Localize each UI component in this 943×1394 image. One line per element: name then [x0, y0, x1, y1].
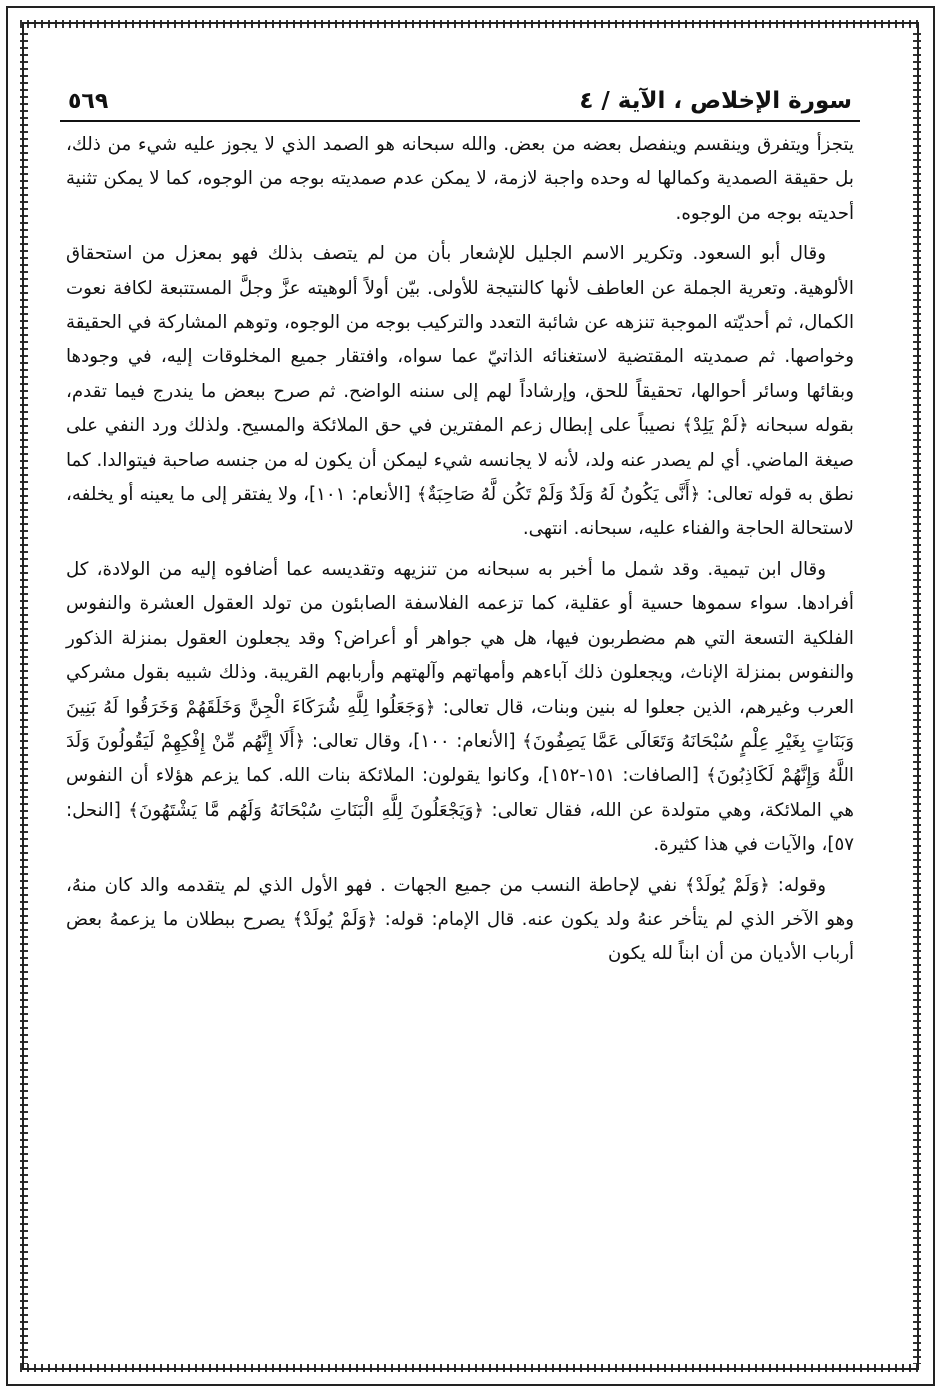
page-number: ٥٦٩	[68, 89, 109, 114]
running-title: سورة الإخلاص ، الآية / ٤	[579, 88, 852, 114]
paragraph: يتجزأ ويتفرق وينقسم وينفصل بعضه من بعض. والله سبحانه هو الصمد الذي لا يجوز عليه شيء من ذلك، بل حقيقة الصمدية وكمالها له وحده واجبة لازمة، لا يمكن عدم صمديته بوجه من الوجوه، كما لا يمكن تثنية أحديته بوجه من الوجوه.	[66, 134, 854, 224]
page-body	[60, 122, 860, 972]
paragraph: وقال أبو السعود. وتكرير الاسم الجليل للإشعار بأن من لم يتصف بذلك فهو بمعزل من استحقاق الألوهية. وتعرية الجملة عن العاطف لأنها كالنتيجة للأولى. بيّن أولاً ألوهيته عزَّ وجلَّ المستتبعة لكافة نعوت الكمال، ثم أحديّته الموجبة تنزهه عن شائبة التعدد والتركيب بوجه من الوجوه، وتوهم المشاركة في الحقيقة وخواصها. ثم صمديته المقتضية لاستغنائه الذاتيّ عما سواه، وافتقار جميع المخلوقات إليه، في وجودها وبقائها وسائر أحوالها، تحقيقاً للحق، وإرشاداً لهم إلى سننه الواضح. ثم صرح ببعض ما يندرج فيما تقدم، بقوله سبحانه ﴿لَمْ يَلِدْ﴾ نصيباً على إبطال زعم المفترين في حق الملائكة والمسيح. ولذلك ورد النفي على صيغة الماضي. أي لم يصدر عنه ولد، لأنه لا يجانسه شيء ليمكن أن يكون له من جنسه صاحبة فيتوالدا. كما نطق به قوله تعالى: ﴿أَنَّى يَكُونُ لَهُ وَلَدٌ وَلَمْ تَكُن لَّهُ صَاحِبَةٌ﴾ [الأنعام: ١٠١]، ولا يفتقر إلى ما يعينه أو يخلفه، لاستحالة الحاجة والفناء عليه، سبحانه. انتهى.	[66, 243, 854, 540]
paragraph: وقال ابن تيمية. وقد شمل ما أخبر به سبحانه من تنزيهه وتقديسه عما أضافوه إليه من الولادة، كل أفرادها. سواء سموها حسية أو عقلية، كما تزعمه الفلاسفة الصابئون من تولد العقول العشرة والنفوس الفلكية التسعة التي هم مضطربون فيها، هل هي جواهر أو أعراض؟ وقد يجعلون العقول بمنزلة الذكور والنفوس بمنزلة الإناث، ويجعلون ذلك آباءهم وأمهاتهم وآلهتهم وأربابهم القريبة. وذلك شبيه بقول مشركي العرب وغيرهم، الذين جعلوا له بنين وبنات، قال تعالى: ﴿وَجَعَلُوا لِلَّهِ شُرَكَاءَ الْجِنَّ وَخَلَقَهُمْ وَخَرَقُوا لَهُ بَنِينَ وَبَنَاتٍ بِغَيْرِ عِلْمٍ سُبْحَانَهُ وَتَعَالَى عَمَّا يَصِفُونَ﴾ [الأنعام: ١٠٠]، وقال تعالى: ﴿أَلَا إِنَّهُم مِّنْ إِفْكِهِمْ لَيَقُولُونَ وَلَدَ اللَّهُ وَإِنَّهُمْ لَكَاذِبُونَ﴾ [الصافات: ١٥١-١٥٢]، وكانوا يقولون: الملائكة بنات الله. كما يزعم هؤلاء أن النفوس هي الملائكة، وهي متولدة عن الله، فقال تعالى: ﴿وَيَجْعَلُونَ لِلَّهِ الْبَنَاتِ سُبْحَانَهُ وَلَهُم مَّا يَشْتَهُونَ﴾ [النحل: ٥٧]، والآيات في هذا كثيرة.	[66, 558, 854, 856]
paragraph: وقوله: ﴿وَلَمْ يُولَدْ﴾ نفي لإحاطة النسب من جميع الجهات . فهو الأول الذي لم يتقدمه والد كان منهُ، وهو الآخر الذي لم يتأخر عنهُ ولد يكون عنه. قال الإمام: قوله: ﴿وَلَمْ يُولَدْ﴾ يصرح ببطلان ما يزعمهُ بعض أرباب الأديان من أن ابناً لله يكون	[66, 874, 854, 965]
book-page	[60, 70, 860, 978]
page-header	[60, 70, 860, 122]
